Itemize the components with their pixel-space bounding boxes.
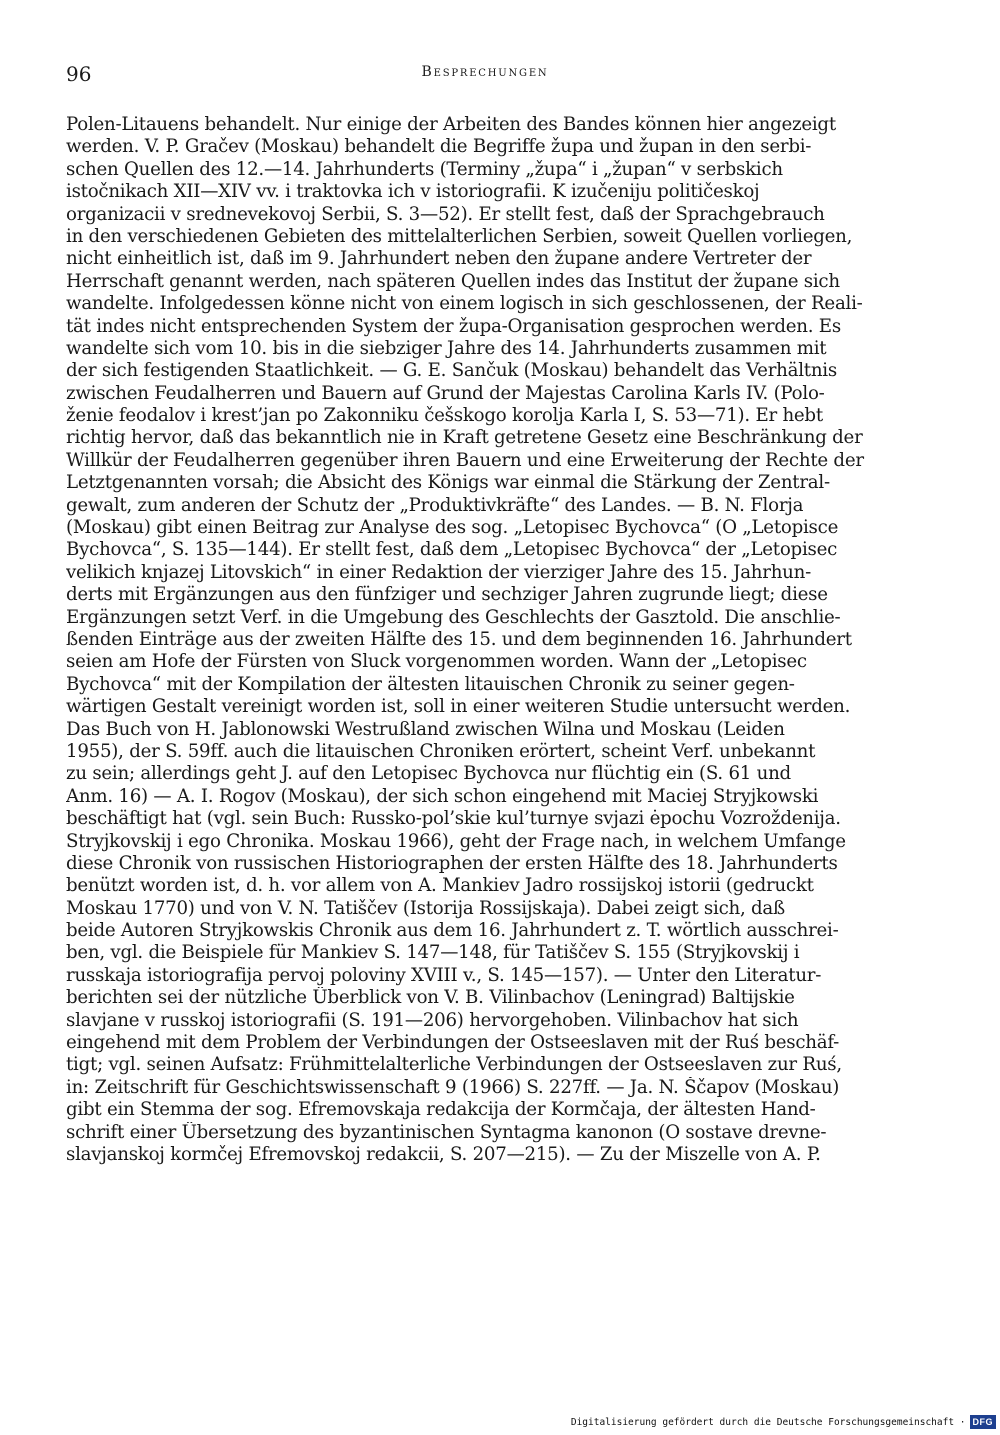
text-line: schen Quellen des 12.—14. Jahrhunderts (Terminy „župa“ i „župan“ v serbskich [66,158,783,180]
text-line: Polen-Litauens behandelt. Nur einige der Arbeiten des Bandes können hier angezeigt [66,114,836,135]
text-line: Moskau 1770) und von V. N. Tatiščev (Istorija Rossijskaja). Dabei zeigt sich, daß [66,897,785,919]
text-line: zu sein; allerdings geht J. auf den Letopisec Bychovca nur flüchtig ein (S. 61 und [66,763,791,785]
text-line: Herrschaft genannt werden, nach späteren Quellen indes das Institut der župane sich [66,270,840,292]
text-line: wandelte. Infolgedessen könne nicht von einem logisch in sich geschlossenen, der Reali- [66,293,863,315]
text-line: ženie feodalov i krest’jan po Zakonniku češskogo korolja Karla I, S. 53—71). Er hebt [66,405,823,427]
text-line: Letztgenannten vorsah; die Absicht des Königs war einmal die Stärkung der Zentral- [66,472,830,494]
text-line: richtig hervor, daß das bekanntlich nie in Kraft getretene Gesetz eine Beschränkung der [66,427,863,449]
text-line: gewalt, zum anderen der Schutz der „Produktivkräfte“ des Landes. — B. N. Florja [66,494,804,516]
text-line: schrift einer Übersetzung des byzantinischen Syntagma kanonon (O sostave drevne- [66,1121,827,1143]
text-line: slavjane v russkoj istoriografii (S. 191—206) hervorgehoben. Vilinbachov hat sich [66,1009,799,1031]
text-line: ben, vgl. die Beispiele für Mankiev S. 147—148, für Tatiščev S. 155 (Stryjkovskij i [66,942,800,964]
text-line: istočnikach XII—XIV vv. i traktovka ich v istoriografii. K izučeniju političeskoj [66,181,760,203]
text-line: slavjanskoj kormčej Efremovskoj redakcii, S. 207—215). — Zu der Miszelle von A. P. [66,1143,821,1165]
text-line: eingehend mit dem Problem der Verbindungen der Ostseeslaven mit der Ruś beschäf- [66,1032,840,1054]
text-line: velikich knjazej Litovskich“ in einer Redaktion der vierziger Jahre des 15. Jahrhun- [66,561,811,583]
text-line: benützt worden ist, d. h. vor allem von A. Mankiev Jadro rossijskoj istorii (gedruckt [66,875,814,897]
text-line: diese Chronik von russischen Historiographen der ersten Hälfte des 18. Jahrhunderts [66,852,838,874]
text-line: derts mit Ergänzungen aus den fünfziger und sechziger Jahren zugrunde liegt; diese [66,584,828,606]
text-line: tät indes nicht entsprechenden System der župa-Organisation gesprochen werden. Es [66,315,841,337]
text-line: Das Buch von H. Jablonowski Westrußland zwischen Wilna und Moskau (Leiden [66,718,785,740]
page-header [66,62,904,86]
text-line: werden. V. P. Gračev (Moskau) behandelt die Begriffe župa und župan in den serbi- [66,136,812,158]
text-line: Willkür der Feudalherren gegenüber ihren Bauern und eine Erweiterung der Rechte der [66,449,864,471]
dfg-logo: DFG [970,1415,997,1429]
text-line: nicht einheitlich ist, daß im 9. Jahrhundert neben den župane andere Vertreter der [66,248,812,270]
text-line: wärtigen Gestalt vereinigt worden ist, soll in einer weiteren Studie untersucht werden. [66,696,851,718]
text-line: gibt ein Stemma der sog. Efremovskaja redakcija der Kormčaja, der ältesten Hand- [66,1099,816,1121]
text-line: Bychovca“ mit der Kompilation der ältesten litauischen Chronik zu seiner gegen- [66,673,795,695]
text-line: der sich festigenden Staatlichkeit. — G. E. Sančuk (Moskau) behandelt das Verhältnis [66,360,837,382]
page-number: 96 [66,62,92,86]
footer-credit: Digitalisierung gefördert durch die Deutsche Forschungsgemeinschaft · [570,1416,966,1428]
text-line: wandelte sich vom 10. bis in die siebziger Jahre des 14. Jahrhunderts zusammen mit [66,337,827,359]
text-line: in den verschiedenen Gebieten des mittelalterlichen Serbien, soweit Quellen vorliegen, [66,225,853,247]
running-head: Besprechungen [421,64,549,80]
text-line: in: Zeitschrift für Geschichtswissenschaft 9 (1966) S. 227ff. — Ja. N. Ščapov (Moskau) [66,1076,840,1098]
text-line: tigt; vgl. seinen Aufsatz: Frühmittelalterliche Verbindungen der Ostseeslaven zur Ruś, [66,1054,842,1076]
text-line: organizacii v srednevekovoj Serbii, S. 3—52). Er stellt fest, daß der Sprachgebrauch [66,203,825,225]
text-line: beide Autoren Stryjkowskis Chronik aus dem 16. Jahrhundert z. T. wörtlich ausschrei- [66,920,839,942]
text-line: Anm. 16) — A. I. Rogov (Moskau), der sich schon eingehend mit Maciej Stryjkowski [66,785,819,807]
text-line: seien am Hofe der Fürsten von Sluck vorgenommen worden. Wann der „Letopisec [66,651,807,673]
digitization-footer [571,1413,996,1431]
text-line: berichten sei der nützliche Überblick von V. B. Vilinbachov (Leningrad) Baltijskie [66,987,795,1009]
text-line: Stryjkovskij i ego Chronika. Moskau 1966), geht der Frage nach, in welchem Umfange [66,830,846,852]
text-line: Bychovca“, S. 135—144). Er stellt fest, daß dem „Letopisec Bychovca“ der „Letopisec [66,539,838,561]
text-line: ßenden Einträge aus der zweiten Hälfte des 15. und dem beginnenden 16. Jahrhundert [66,628,852,650]
text-line: zwischen Feudalherren und Bauern auf Grund der Majestas Carolina Karls IV. (Polo- [66,382,825,404]
text-line: Ergänzungen setzt Verf. in die Umgebung des Geschlechts der Gasztold. Die anschlie- [66,606,841,628]
text-line: russkaja istoriografija pervoj poloviny XVIII v., S. 145—157). — Unter den Literatur- [66,964,822,986]
text-line: 1955), der S. 59ff. auch die litauischen Chroniken erörtert, scheint Verf. unbekannt [66,740,816,762]
text-line: (Moskau) gibt einen Beitrag zur Analyse des sog. „Letopisec Bychovca“ (O „Letopisce [66,517,839,539]
text-line: beschäftigt hat (vgl. sein Buch: Russko-pol’skie kul’turnye svjazi ėpochu Vozroždenija. [66,808,841,830]
body-text [66,114,904,1166]
